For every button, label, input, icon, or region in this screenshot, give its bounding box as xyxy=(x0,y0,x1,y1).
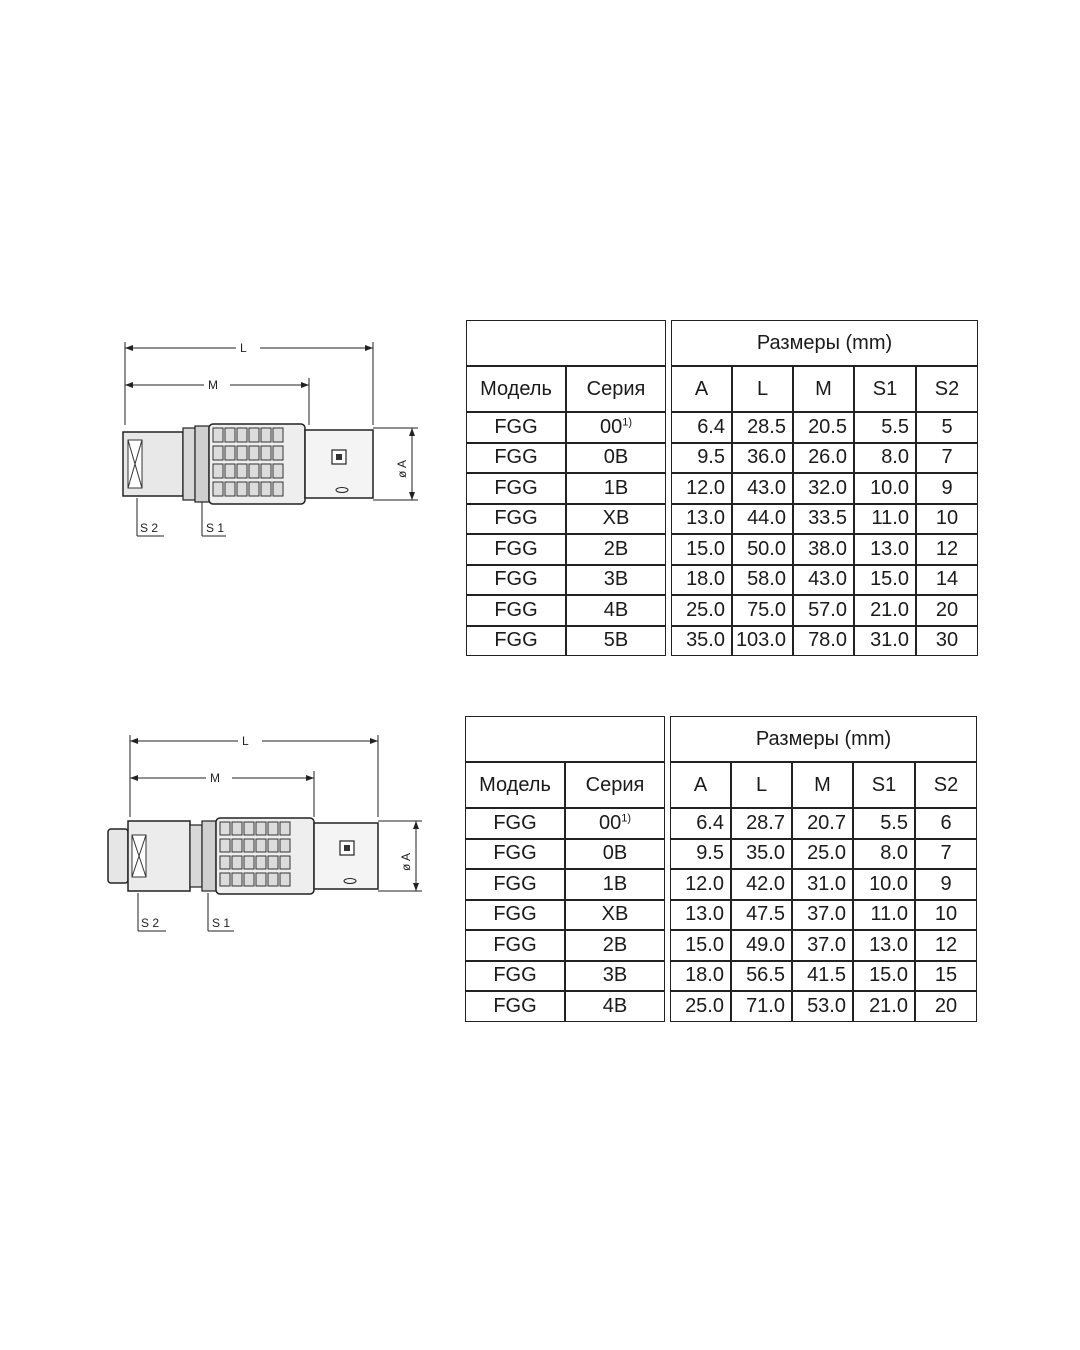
col-header-M: M xyxy=(793,366,854,412)
cell-L: 103.0 xyxy=(732,626,793,657)
cell-S2: 7 xyxy=(916,443,978,474)
table-row xyxy=(465,869,977,900)
cell-A: 15.0 xyxy=(671,534,732,565)
cell-series xyxy=(565,900,665,931)
cell-M: 78.0 xyxy=(793,626,854,657)
cell-model: FGG xyxy=(466,504,566,535)
dim-label-S2: S 2 xyxy=(141,916,160,930)
cell-L: 75.0 xyxy=(732,595,793,626)
cell-model: FGG xyxy=(465,808,565,839)
series-value: XB xyxy=(601,903,629,926)
cell-S1: 13.0 xyxy=(854,534,916,565)
cell-S2: 20 xyxy=(916,595,978,626)
dimensions-table-2 xyxy=(465,716,977,1022)
cell-S1: 5.5 xyxy=(854,412,916,443)
cell-series xyxy=(566,473,666,504)
dim-label-M: M xyxy=(208,378,218,392)
col-header-A: A xyxy=(670,762,731,808)
cell-L: 50.0 xyxy=(732,534,793,565)
cell-L: 28.7 xyxy=(731,808,792,839)
series-value: 2B xyxy=(603,537,629,560)
table-row xyxy=(465,900,977,931)
cell-L: 28.5 xyxy=(732,412,793,443)
cell-model: FGG xyxy=(466,412,566,443)
cell-A: 9.5 xyxy=(671,443,732,474)
cell-S2: 6 xyxy=(915,808,977,839)
col-header-A: A xyxy=(671,366,732,412)
series-value: 2B xyxy=(602,933,628,956)
cell-M: 31.0 xyxy=(792,869,853,900)
cell-A: 12.0 xyxy=(670,869,731,900)
col-header-model: Модель xyxy=(465,762,565,808)
cell-series xyxy=(566,504,666,535)
cell-series xyxy=(565,930,665,961)
table-row xyxy=(466,412,978,443)
table-body-2 xyxy=(465,808,977,1022)
dimensions-table-1 xyxy=(466,320,978,656)
series-value: 3B xyxy=(602,964,628,987)
cell-series xyxy=(565,839,665,870)
cell-S2: 30 xyxy=(916,626,978,657)
cell-S2: 7 xyxy=(915,839,977,870)
cell-M: 26.0 xyxy=(793,443,854,474)
table-row xyxy=(465,961,977,992)
dim-label-M: M xyxy=(210,771,220,785)
cell-L: 58.0 xyxy=(732,565,793,596)
cell-series xyxy=(566,534,666,565)
cell-S1: 8.0 xyxy=(853,839,915,870)
table-row xyxy=(466,595,978,626)
series-value: 0B xyxy=(602,842,628,865)
cell-A: 6.4 xyxy=(670,808,731,839)
footnote-marker: 1) xyxy=(621,812,632,825)
cell-S1: 8.0 xyxy=(854,443,916,474)
cell-S1: 11.0 xyxy=(853,900,915,931)
col-header-L: L xyxy=(732,366,793,412)
table-row xyxy=(466,473,978,504)
cell-model: FGG xyxy=(466,565,566,596)
table-row xyxy=(465,991,977,1022)
cell-M: 20.7 xyxy=(792,808,853,839)
connector-drawing-2 xyxy=(100,725,440,945)
table-row xyxy=(466,504,978,535)
cell-model: FGG xyxy=(465,961,565,992)
cell-M: 41.5 xyxy=(792,961,853,992)
cell-L: 43.0 xyxy=(732,473,793,504)
cell-S1: 11.0 xyxy=(854,504,916,535)
cell-M: 33.5 xyxy=(793,504,854,535)
cell-model: FGG xyxy=(466,626,566,657)
cell-A: 18.0 xyxy=(671,565,732,596)
col-header-model: Модель xyxy=(466,366,566,412)
col-header-S1: S1 xyxy=(853,762,915,808)
footnote-marker: 1) xyxy=(622,416,633,429)
series-value: 3B xyxy=(603,568,629,591)
cell-series xyxy=(566,626,666,657)
table-row xyxy=(466,443,978,474)
cell-S1: 31.0 xyxy=(854,626,916,657)
table-row xyxy=(466,565,978,596)
cell-model: FGG xyxy=(466,473,566,504)
cell-S2: 5 xyxy=(916,412,978,443)
cell-model: FGG xyxy=(465,930,565,961)
dimensions-header: Размеры (mm) xyxy=(671,320,978,366)
table-body-1 xyxy=(466,412,978,656)
cell-model: FGG xyxy=(466,534,566,565)
cell-L: 44.0 xyxy=(732,504,793,535)
cell-A: 6.4 xyxy=(671,412,732,443)
cell-S1: 10.0 xyxy=(853,869,915,900)
table-row xyxy=(466,534,978,565)
header-blank-cell xyxy=(466,320,666,366)
cell-S2: 12 xyxy=(915,930,977,961)
dim-label-A: ø A xyxy=(399,852,413,871)
cell-M: 37.0 xyxy=(792,930,853,961)
cell-series xyxy=(565,869,665,900)
cell-S2: 14 xyxy=(916,565,978,596)
dim-label-L: L xyxy=(240,341,247,355)
cell-A: 18.0 xyxy=(670,961,731,992)
table-row xyxy=(465,808,977,839)
cell-S1: 5.5 xyxy=(853,808,915,839)
header-blank-cell xyxy=(465,716,665,762)
series-value: 4B xyxy=(602,994,628,1017)
series-value: 00 xyxy=(599,415,623,438)
cell-M: 20.5 xyxy=(793,412,854,443)
cell-model: FGG xyxy=(466,443,566,474)
cell-S1: 15.0 xyxy=(853,961,915,992)
series-value: 1B xyxy=(602,872,628,895)
col-header-L: L xyxy=(731,762,792,808)
cell-S2: 10 xyxy=(916,504,978,535)
cell-A: 13.0 xyxy=(671,504,732,535)
cell-series xyxy=(566,595,666,626)
series-value: 0B xyxy=(603,446,629,469)
cell-model: FGG xyxy=(465,900,565,931)
series-value: 4B xyxy=(603,598,629,621)
dim-label-S1: S 1 xyxy=(212,916,231,930)
cell-S2: 9 xyxy=(915,869,977,900)
cell-S1: 13.0 xyxy=(853,930,915,961)
cell-A: 25.0 xyxy=(670,991,731,1022)
cell-S2: 20 xyxy=(915,991,977,1022)
cell-S1: 21.0 xyxy=(853,991,915,1022)
cell-L: 71.0 xyxy=(731,991,792,1022)
connector-drawing-1 xyxy=(100,330,440,550)
col-header-S2: S2 xyxy=(915,762,977,808)
col-header-M: M xyxy=(792,762,853,808)
cell-series xyxy=(566,443,666,474)
cell-series xyxy=(565,961,665,992)
cell-model: FGG xyxy=(466,595,566,626)
cell-A: 9.5 xyxy=(670,839,731,870)
cell-M: 57.0 xyxy=(793,595,854,626)
cell-M: 53.0 xyxy=(792,991,853,1022)
cell-M: 43.0 xyxy=(793,565,854,596)
col-header-series: Серия xyxy=(566,366,666,412)
cell-model: FGG xyxy=(465,839,565,870)
series-value: 1B xyxy=(603,476,629,499)
series-value: 00 xyxy=(598,811,622,834)
cell-L: 47.5 xyxy=(731,900,792,931)
cell-S1: 15.0 xyxy=(854,565,916,596)
dimensions-header: Размеры (mm) xyxy=(670,716,977,762)
cell-M: 32.0 xyxy=(793,473,854,504)
cell-L: 42.0 xyxy=(731,869,792,900)
dim-label-A: ø A xyxy=(395,459,409,478)
cell-series xyxy=(565,991,665,1022)
cell-L: 49.0 xyxy=(731,930,792,961)
cell-model: FGG xyxy=(465,991,565,1022)
cell-S2: 10 xyxy=(915,900,977,931)
cell-S1: 10.0 xyxy=(854,473,916,504)
cell-S2: 12 xyxy=(916,534,978,565)
cell-A: 15.0 xyxy=(670,930,731,961)
cell-A: 35.0 xyxy=(671,626,732,657)
cell-A: 25.0 xyxy=(671,595,732,626)
cell-L: 56.5 xyxy=(731,961,792,992)
cell-series xyxy=(566,565,666,596)
cell-M: 25.0 xyxy=(792,839,853,870)
cell-S1: 21.0 xyxy=(854,595,916,626)
cell-model: FGG xyxy=(465,869,565,900)
cell-L: 35.0 xyxy=(731,839,792,870)
cell-M: 37.0 xyxy=(792,900,853,931)
col-header-S1: S1 xyxy=(854,366,916,412)
dim-label-L: L xyxy=(242,734,249,748)
table-row xyxy=(466,626,978,657)
cell-A: 13.0 xyxy=(670,900,731,931)
series-value: XB xyxy=(602,507,630,530)
cell-A: 12.0 xyxy=(671,473,732,504)
dim-label-S1: S 1 xyxy=(206,521,225,535)
cell-M: 38.0 xyxy=(793,534,854,565)
cell-L: 36.0 xyxy=(732,443,793,474)
dim-label-S2: S 2 xyxy=(140,521,159,535)
cell-series xyxy=(566,412,666,443)
cell-S2: 15 xyxy=(915,961,977,992)
table-row xyxy=(465,930,977,961)
cell-series xyxy=(565,808,665,839)
table-row xyxy=(465,839,977,870)
col-header-S2: S2 xyxy=(916,366,978,412)
series-value: 5B xyxy=(603,629,629,652)
col-header-series: Серия xyxy=(565,762,665,808)
cell-S2: 9 xyxy=(916,473,978,504)
